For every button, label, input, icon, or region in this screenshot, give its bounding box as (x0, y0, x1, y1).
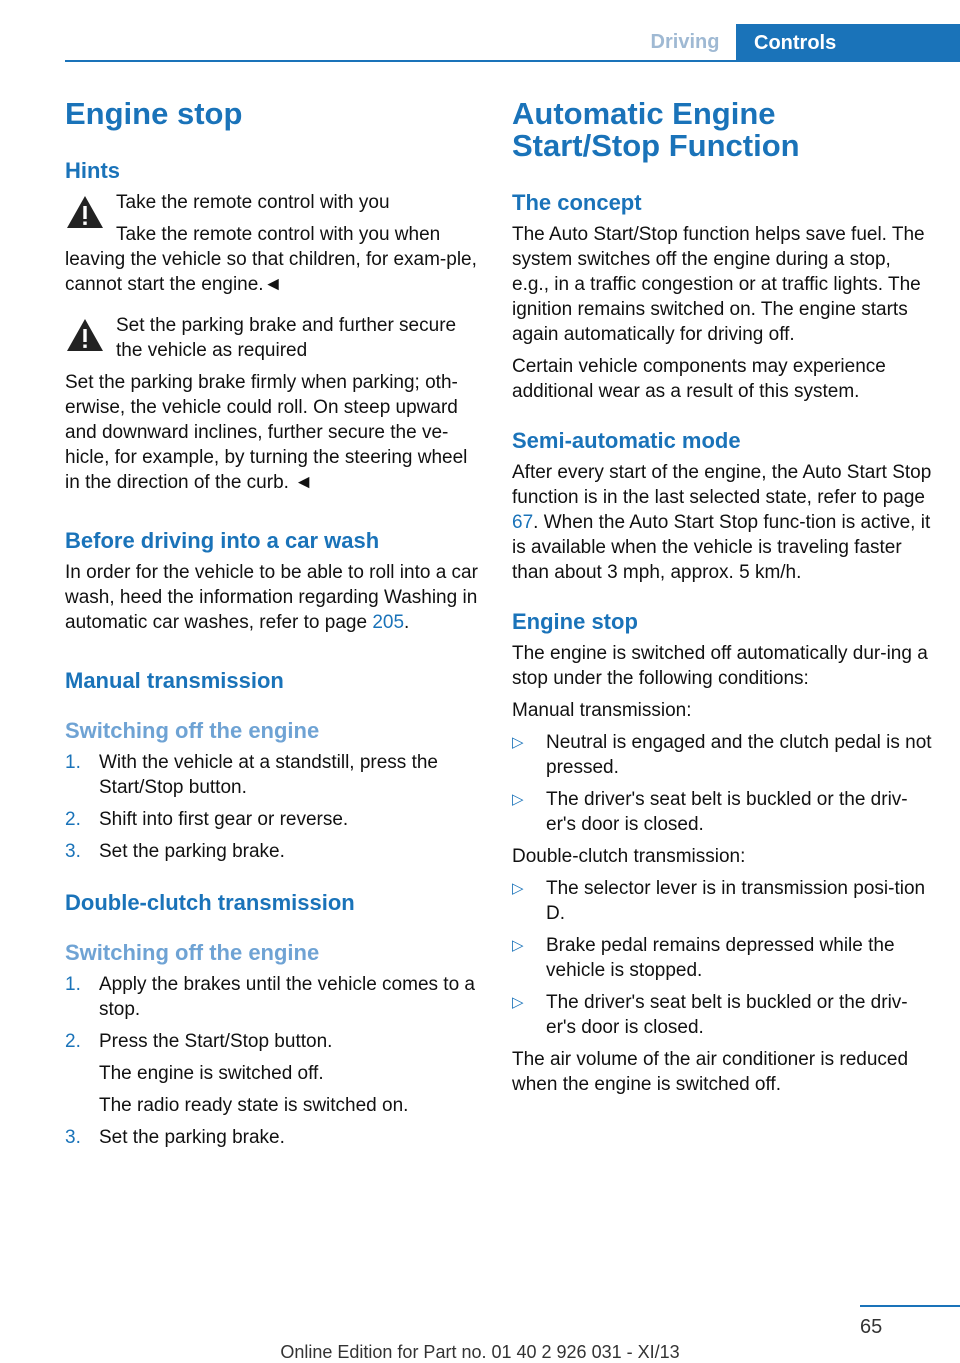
manual-steps-list (65, 750, 485, 864)
warning-title: Take the remote control with you (116, 192, 390, 213)
triangle-bullet-icon: ▷ (512, 791, 524, 808)
list-item (512, 876, 932, 926)
concept-text: Certain vehicle components may experience additional wear as a result of this system. (512, 356, 886, 402)
step-text: With the vehicle at a standstill, press the Start/Stop button. (99, 752, 438, 798)
step-note: The radio ready state is switched on. (99, 1095, 409, 1116)
warning-text: Take the remote control with you when leaving the vehicle so that children, for exam‐ple, cannot start the engine.◄ (65, 224, 477, 295)
step-text: Apply the brakes until the vehicle comes to a stop. (99, 974, 475, 1020)
step-text: Set the parking brake. (99, 841, 285, 862)
air-volume-text: The air volume of the air conditioner is reduced when the engine is switched off. (512, 1049, 909, 1095)
warning-title: Set the parking brake and further secure the vehicle as required (116, 315, 457, 361)
page-link-205[interactable]: 205 (372, 612, 405, 633)
condition-text: The selector lever is in transmission posi‐tion D. (546, 878, 926, 924)
step-note: The engine is switched off. (99, 1063, 324, 1084)
car-wash-text (65, 560, 485, 635)
dct-conditions-list (512, 876, 932, 1040)
double-clutch-heading: Double-clutch transmission (65, 890, 355, 915)
semi-text-a: After every start of the engine, the Auto Start Stop function is in the last selected state, refer to page (512, 462, 932, 508)
engine-stop-title: Engine stop (65, 96, 243, 131)
semi-text-b: . When the Auto Start Stop func‐tion is active, it is available when the vehicle is traveling faster than about 3 mph, approx. 5 km/h. (512, 512, 931, 583)
list-item (65, 839, 485, 864)
edition-footer: Online Edition for Part no. 01 40 2 926 031 - XI/13 (280, 1342, 680, 1362)
auto-start-stop-title: Automatic Engine Start/Stop Function (512, 96, 800, 163)
warning-icon (65, 317, 105, 353)
semi-automatic-heading: Semi-automatic mode (512, 428, 741, 453)
step-text: Shift into first gear or reverse. (99, 809, 349, 830)
step-number: 1. (65, 752, 81, 773)
engine-stop-heading: Engine stop (512, 609, 638, 634)
switching-off-heading: Switching off the engine (65, 718, 320, 743)
chapter-tab-controls: Controls (736, 24, 960, 62)
section-tab-driving: Driving (650, 31, 720, 53)
warning-parking-brake (65, 313, 485, 363)
list-item (512, 730, 932, 780)
warning-remote-control (65, 190, 485, 215)
footer-rule (860, 1305, 960, 1307)
semi-automatic-text (512, 460, 932, 585)
list-item (65, 750, 485, 800)
condition-text: The driver's seat belt is buckled or the driv‐er's door is closed. (546, 992, 908, 1038)
condition-text: Brake pedal remains depressed while the vehicle is stopped. (546, 935, 895, 981)
step-number: 3. (65, 1127, 81, 1148)
concept-heading: The concept (512, 190, 642, 215)
warning-icon (65, 194, 105, 230)
dct-label: Double-clutch transmission: (512, 846, 746, 867)
triangle-bullet-icon: ▷ (512, 734, 524, 751)
condition-text: The driver's seat belt is buckled or the driv‐er's door is closed. (546, 789, 908, 835)
condition-text: Neutral is engaged and the clutch pedal is not pressed. (546, 732, 932, 778)
list-item (512, 933, 932, 983)
car-wash-body: In order for the vehicle to be able to roll into a car wash, heed the information regarding Washing in automatic car washes, refer to page (65, 562, 478, 633)
manual-transmission-heading: Manual transmission (65, 668, 284, 693)
header-rule (65, 60, 960, 62)
step-body (99, 1029, 485, 1118)
sentence-end: . (404, 612, 410, 633)
dct-steps-list (65, 972, 485, 1150)
step-number: 3. (65, 841, 81, 862)
left-column (65, 98, 485, 1150)
triangle-bullet-icon: ▷ (512, 937, 524, 954)
list-item (512, 787, 932, 837)
warning-text: Set the parking brake firmly when parking; oth‐erwise, the vehicle could roll. On steep upward and downward inclines, further secure the ve‐hicle, for example, by turning the steering wheel in the direction of the curb. ◄ (65, 372, 468, 493)
list-item (65, 1029, 485, 1118)
manual-label: Manual transmission: (512, 700, 692, 721)
step-number: 1. (65, 974, 81, 995)
step-number: 2. (65, 1031, 81, 1052)
car-wash-heading: Before driving into a car wash (65, 528, 380, 553)
concept-text: The Auto Start/Stop function helps save fuel. The system switches off the engine during a stop, e.g., in a traffic congestion or at traffic lights. The ignition remains switched on. The engine starts again automatically for driving off. (512, 224, 925, 345)
manual-conditions-list (512, 730, 932, 837)
engine-stop-text: The engine is switched off automatically dur‐ing a stop under the following conditions: (512, 643, 928, 689)
right-column (512, 98, 932, 1097)
hints-heading: Hints (65, 158, 120, 183)
triangle-bullet-icon: ▷ (512, 994, 524, 1011)
page-number: 65 (860, 1316, 883, 1338)
page-link-67[interactable]: 67 (512, 512, 534, 533)
triangle-bullet-icon: ▷ (512, 880, 524, 897)
list-item (65, 1125, 485, 1150)
list-item (512, 990, 932, 1040)
list-item (65, 972, 485, 1022)
step-number: 2. (65, 809, 81, 830)
switching-off-heading: Switching off the engine (65, 940, 320, 965)
step-text: Press the Start/Stop button. (99, 1031, 333, 1052)
list-item (65, 807, 485, 832)
step-text: Set the parking brake. (99, 1127, 285, 1148)
